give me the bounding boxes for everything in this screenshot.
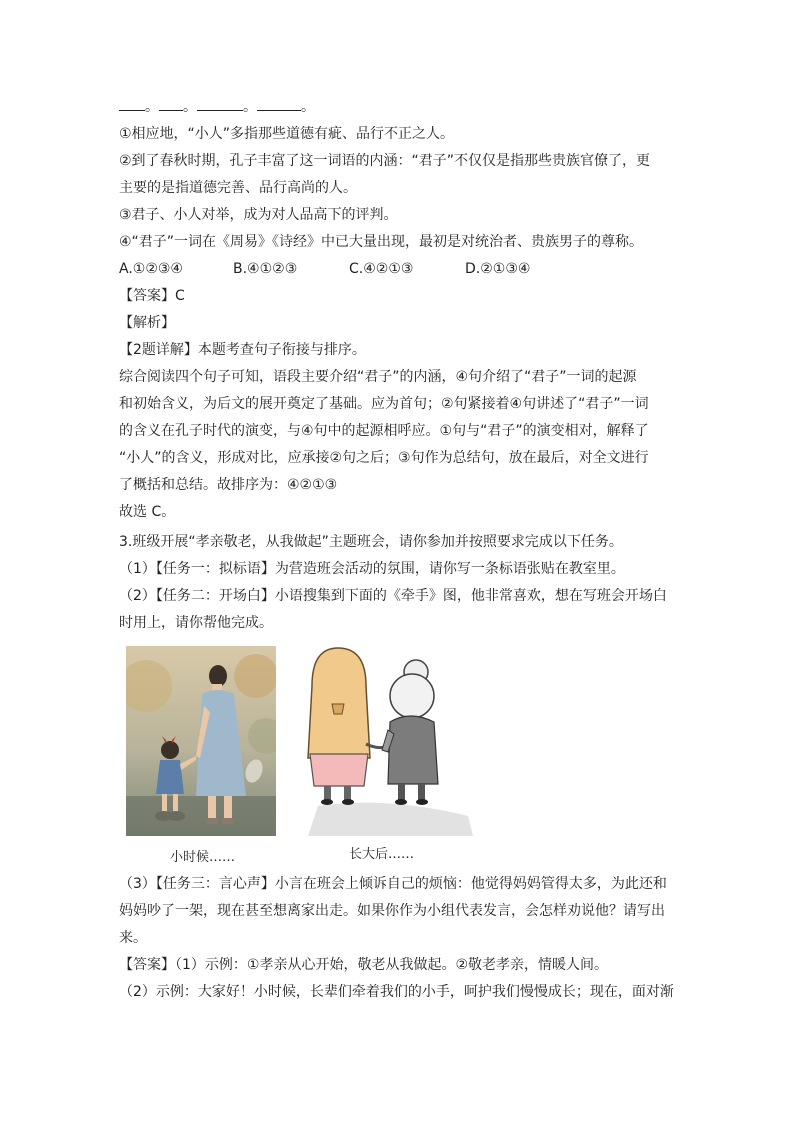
sentence-1: ①相应地，“小人”多指那些道德有疵、品行不正之人。	[119, 126, 455, 142]
analysis-text-5: 了概括和总结。故排序为：④②①③	[119, 477, 338, 493]
blank-4	[257, 98, 301, 111]
sentence-2-cont: 主要的是指道德完善、品行高尚的人。	[119, 180, 357, 196]
blank-3	[197, 98, 243, 111]
analysis-text-1: 综合阅读四个句子可知，语段主要介绍“君子”的内涵，④句介绍了“君子”一词的起源	[119, 369, 637, 385]
option-b: B.④①②③	[233, 261, 298, 277]
sentence-4: ④“君子”一词在《周易》《诗经》中已大量出现，最初是对统治者、贵族男子的尊称。	[119, 234, 644, 250]
task-3-cont-2: 来。	[119, 930, 147, 946]
separator: 。	[243, 99, 257, 115]
task-3: （3）【任务三：言心声】小言在班会上倾诉自己的烦恼：他觉得妈妈管得太多，为此还和	[119, 876, 667, 892]
blank-2	[159, 98, 183, 111]
option-a: A.①②③④	[119, 261, 183, 277]
caption-grown-up: 长大后……	[349, 847, 415, 862]
answer-2: （2）示例：大家好！小时候，长辈们牵着我们的小手，呵护我们慢慢成长；现在，面对渐	[119, 984, 674, 1000]
conclusion: 故选 C。	[119, 504, 176, 520]
blank-1	[119, 98, 145, 111]
answer-label: 【答案】C	[119, 288, 185, 304]
task-2-cont: 时用上，请你帮他完成。	[119, 615, 273, 631]
analysis-text-2: 和初始含义，为后文的展开奠定了基础。应为首句；②句紧接着④句讲述了“君子”一词	[119, 396, 649, 412]
separator: 。	[183, 99, 197, 115]
daughter-elder-illustration	[298, 646, 480, 841]
childhood-picture	[126, 646, 276, 836]
answer-blanks-line	[119, 98, 315, 116]
caption-childhood: 小时候……	[170, 850, 236, 865]
options-row	[119, 260, 530, 278]
sentence-3: ③君子、小人对举，成为对人品高下的评判。	[119, 207, 398, 223]
separator: 。	[301, 99, 315, 115]
analysis-text-4: “小人”的含义，形成对比，应承接②句之后；③句作为总结句，放在最后，对全文进行	[119, 450, 649, 466]
question-3-title: 3.班级开展“孝亲敬老，从我做起”主题班会，请你参加并按照要求完成以下任务。	[119, 534, 623, 550]
analysis-title: 【2题详解】本题考查句子衔接与排序。	[119, 342, 366, 358]
separator: 。	[145, 99, 159, 115]
grown-up-picture	[298, 646, 480, 841]
analysis-text-3: 的含义在孔子时代的演变，与④句中的起源相呼应。①句与“君子”的演变相对，解释了	[119, 423, 649, 439]
option-d: D.②①③④	[465, 261, 531, 277]
task-3-cont-1: 妈妈吵了一架，现在甚至想离家出走。如果你作为小组代表发言，会怎样劝说他？请写出	[119, 903, 665, 919]
sentence-2: ②到了春秋时期，孔子丰富了这一词语的内涵：“君子”不仅仅是指那些贵族官僚了，更	[119, 153, 651, 169]
task-1: （1）【任务一：拟标语】为营造班会活动的氛围，请你写一条标语张贴在教室里。	[119, 561, 625, 577]
mother-daughter-illustration	[126, 646, 276, 836]
analysis-label: 【解析】	[119, 315, 175, 331]
answer-1: 【答案】（1）示例：①孝亲从心开始，敬老从我做起。②敬老孝亲，情暖人间。	[119, 957, 609, 973]
option-c: C.④②①③	[349, 261, 414, 277]
task-2: （2）【任务二：开场白】小语搜集到下面的《牵手》图，他非常喜欢，想在写班会开场白	[119, 588, 667, 604]
